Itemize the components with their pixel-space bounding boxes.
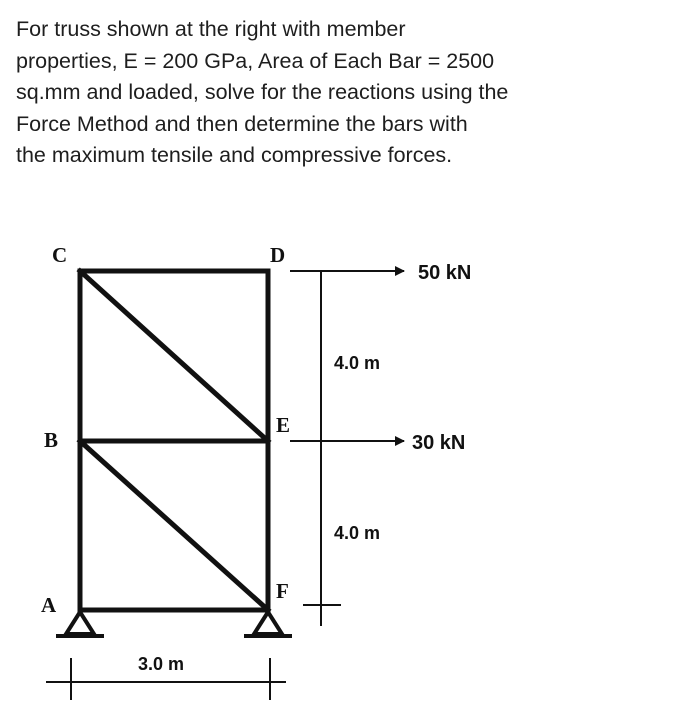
load-label-top: 50 kN bbox=[418, 262, 472, 284]
problem-line: Force Method and then determine the bars with bbox=[16, 111, 468, 136]
load-label-middle: 30 kN bbox=[412, 432, 466, 454]
member-bf bbox=[80, 441, 268, 610]
member-ce bbox=[80, 271, 268, 441]
problem-line: the maximum tensile and compressive forces. bbox=[16, 143, 453, 167]
dimension-label-lower: 4.0 m bbox=[334, 523, 381, 543]
problem-line: sq.mm and loaded, solve for the reactions using the bbox=[16, 80, 509, 104]
problem-line: For truss shown at the right with member bbox=[16, 17, 406, 41]
support-a bbox=[56, 612, 104, 636]
node-label-f: F bbox=[276, 579, 289, 603]
dimension-label-upper: 4.0 m bbox=[334, 353, 381, 373]
node-label-e: E bbox=[276, 413, 291, 437]
node-label-c: C bbox=[52, 243, 68, 267]
problem-line: properties, E = 200 GPa, Area of Each Bar = 2500 bbox=[16, 48, 495, 73]
support-f bbox=[244, 612, 292, 636]
vertical-dimension bbox=[303, 272, 341, 626]
node-label-a: A bbox=[41, 593, 57, 617]
node-label-b: B bbox=[44, 428, 59, 452]
truss-members bbox=[80, 271, 268, 610]
dimension-label-span: 3.0 m bbox=[138, 654, 185, 674]
node-label-d: D bbox=[270, 243, 286, 267]
